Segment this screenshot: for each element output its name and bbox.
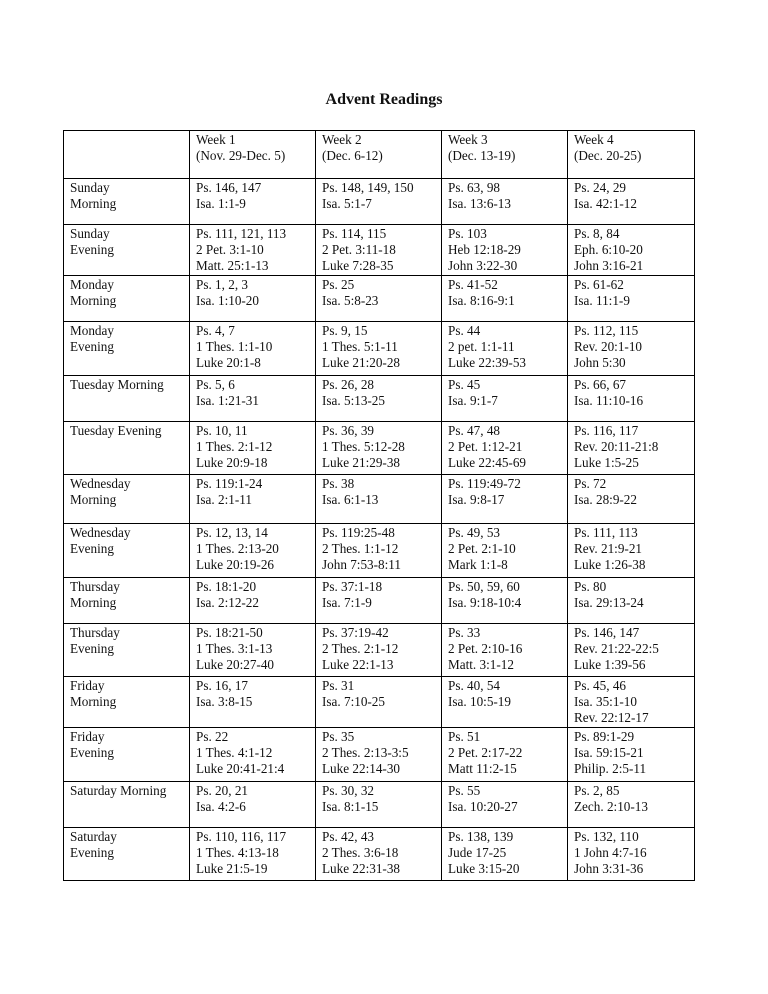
reading-cell (442, 475, 568, 524)
reading-line: Ps. 37:19-42 (322, 625, 389, 640)
reading-line: Isa. 5:13-25 (322, 393, 385, 408)
reading-cell (316, 225, 442, 276)
reading-line: Ps. 26, 28 (322, 377, 375, 392)
reading-line: 2 Thes. 2:13-3:5 (322, 745, 409, 760)
reading-line: Ps. 30, 32 (322, 783, 375, 798)
reading-line: Ps. 116, 117 (574, 423, 639, 438)
reading-line: Luke 22:39-53 (448, 355, 527, 370)
table-row (64, 828, 695, 881)
reading-line: Ps. 35 (322, 729, 355, 744)
reading-line: Isa. 10:5-19 (448, 694, 511, 709)
reading-cell (316, 322, 442, 376)
reading-line: Ps. 89:1-29 (574, 729, 635, 744)
reading-cell (568, 179, 695, 225)
reading-line: Ps. 51 (448, 729, 481, 744)
reading-cell (190, 624, 316, 677)
reading-line: Isa. 9:18-10:4 (448, 595, 522, 610)
row-label-line: Friday (70, 678, 105, 693)
reading-line: Luke 21:29-38 (322, 455, 401, 470)
reading-line: 2 Pet. 3:1-10 (196, 242, 264, 257)
reading-line: 1 Thes. 5:1-11 (322, 339, 398, 354)
row-label-line: Evening (70, 339, 114, 354)
reading-line: Ps. 10, 11 (196, 423, 248, 438)
table-row (64, 475, 695, 524)
reading-line: 2 Thes. 1:1-12 (322, 541, 399, 556)
row-label-line: Morning (70, 595, 117, 610)
reading-line: 1 Thes. 5:12-28 (322, 439, 405, 454)
row-label-line: Friday (70, 729, 105, 744)
reading-line: Zech. 2:10-13 (574, 799, 648, 814)
reading-line: Ps. 47, 48 (448, 423, 501, 438)
reading-line: Ps. 119:49-72 (448, 476, 521, 491)
row-label-line: Evening (70, 641, 114, 656)
reading-cell (316, 828, 442, 881)
reading-line: Luke 20:41-21:4 (196, 761, 285, 776)
row-label (64, 728, 190, 782)
reading-line: Ps. 4, 7 (196, 323, 235, 338)
reading-line: 2 Pet. 3:11-18 (322, 242, 396, 257)
row-label-line: Monday (70, 323, 114, 338)
reading-cell (442, 322, 568, 376)
reading-line: Luke 22:31-38 (322, 861, 401, 876)
reading-line: 1 Thes. 3:1-13 (196, 641, 273, 656)
reading-line: Luke 1:39-56 (574, 657, 646, 672)
reading-cell (316, 376, 442, 422)
table-row (64, 322, 695, 376)
reading-line: John 3:31-36 (574, 861, 644, 876)
reading-line: 2 Pet. 2:17-22 (448, 745, 523, 760)
reading-cell (442, 677, 568, 728)
reading-line: Luke 20:1-8 (196, 355, 261, 370)
reading-line: Matt. 25:1-13 (196, 258, 269, 273)
reading-line: 1 Thes. 2:13-20 (196, 541, 279, 556)
reading-cell (316, 276, 442, 322)
reading-line: Isa. 11:1-9 (574, 293, 630, 308)
reading-line: Ps. 16, 17 (196, 678, 249, 693)
reading-line: Eph. 6:10-20 (574, 242, 643, 257)
row-label (64, 225, 190, 276)
reading-line: Ps. 38 (322, 476, 355, 491)
reading-line: Ps. 148, 149, 150 (322, 180, 414, 195)
reading-cell (190, 422, 316, 475)
reading-line: 1 Thes. 4:13-18 (196, 845, 279, 860)
reading-line: Philip. 2:5-11 (574, 761, 647, 776)
reading-cell (190, 728, 316, 782)
row-label-line: Morning (70, 196, 117, 211)
reading-cell (442, 828, 568, 881)
reading-line: Ps. 2, 85 (574, 783, 620, 798)
row-label (64, 828, 190, 881)
week-label: Week 2 (322, 132, 362, 147)
reading-cell (190, 782, 316, 828)
reading-cell (568, 578, 695, 624)
reading-line: Ps. 9, 15 (322, 323, 368, 338)
row-label-line: Thursday (70, 579, 120, 594)
reading-line: Ps. 132, 110 (574, 829, 639, 844)
reading-cell (316, 524, 442, 578)
reading-line: Ps. 119:1-24 (196, 476, 263, 491)
reading-line: Isa. 11:10-16 (574, 393, 644, 408)
table-row (64, 225, 695, 276)
reading-cell (442, 376, 568, 422)
row-label-line: Morning (70, 492, 117, 507)
table-row (64, 179, 695, 225)
reading-line: Isa. 9:8-17 (448, 492, 505, 507)
reading-cell (442, 624, 568, 677)
reading-cell (568, 828, 695, 881)
reading-line: 2 Thes. 2:1-12 (322, 641, 399, 656)
reading-line: Ps. 45 (448, 377, 481, 392)
reading-line: Isa. 59:15-21 (574, 745, 644, 760)
reading-line: Luke 22:45-69 (448, 455, 527, 470)
reading-cell (190, 828, 316, 881)
row-label (64, 782, 190, 828)
reading-line: Isa. 7:1-9 (322, 595, 372, 610)
reading-line: 1 John 4:7-16 (574, 845, 647, 860)
reading-line: Mark 1:1-8 (448, 557, 508, 572)
reading-line: Rev. 20:11-21:8 (574, 439, 659, 454)
table-row (64, 276, 695, 322)
reading-line: Rev. 21:9-21 (574, 541, 643, 556)
row-label-line: Tuesday Evening (70, 423, 162, 438)
reading-line: Ps. 8, 84 (574, 226, 620, 241)
week-header-2 (316, 131, 442, 179)
readings-table (63, 130, 695, 881)
reading-line: Luke 3:15-20 (448, 861, 520, 876)
table-row (64, 376, 695, 422)
reading-line: Ps. 44 (448, 323, 481, 338)
reading-line: Ps. 146, 147 (196, 180, 262, 195)
reading-cell (190, 677, 316, 728)
reading-line: Ps. 31 (322, 678, 355, 693)
row-label (64, 422, 190, 475)
page-title: Advent Readings (325, 91, 443, 108)
reading-line: Luke 20:19-26 (196, 557, 275, 572)
reading-cell (568, 322, 695, 376)
reading-line: Ps. 114, 115 (322, 226, 387, 241)
reading-line: Rev. 20:1-10 (574, 339, 643, 354)
reading-cell (442, 728, 568, 782)
row-label-line: Evening (70, 541, 114, 556)
reading-cell (316, 782, 442, 828)
reading-line: Jude 17-25 (448, 845, 507, 860)
row-label-line: Wednesday (70, 476, 131, 491)
reading-cell (568, 782, 695, 828)
reading-cell (568, 422, 695, 475)
row-label (64, 322, 190, 376)
reading-line: Ps. 20, 21 (196, 783, 249, 798)
week-dates: (Dec. 6-12) (322, 148, 383, 163)
reading-line: Isa. 9:1-7 (448, 393, 498, 408)
reading-line: Isa. 5:1-7 (322, 196, 372, 211)
reading-line: Isa. 13:6-13 (448, 196, 511, 211)
reading-line: Luke 21:5-19 (196, 861, 268, 876)
reading-cell (442, 225, 568, 276)
row-label (64, 524, 190, 578)
table-body (64, 179, 695, 881)
reading-line: Luke 22:14-30 (322, 761, 401, 776)
reading-line: Ps. 119:25-48 (322, 525, 395, 540)
reading-line: 1 Thes. 2:1-12 (196, 439, 273, 454)
reading-cell (568, 475, 695, 524)
reading-line: Ps. 111, 113 (574, 525, 638, 540)
reading-line: Ps. 25 (322, 277, 355, 292)
reading-cell (442, 422, 568, 475)
table-row (64, 677, 695, 728)
reading-line: Isa. 35:1-10 (574, 694, 637, 709)
row-label (64, 677, 190, 728)
header-row (64, 131, 695, 179)
reading-line: Ps. 37:1-18 (322, 579, 383, 594)
reading-line: Ps. 24, 29 (574, 180, 627, 195)
reading-line: Ps. 66, 67 (574, 377, 627, 392)
reading-line: 2 Thes. 3:6-18 (322, 845, 399, 860)
row-label-line: Evening (70, 242, 114, 257)
reading-line: Ps. 112, 115 (574, 323, 639, 338)
reading-line: Ps. 36, 39 (322, 423, 375, 438)
reading-line: Isa. 2:1-11 (196, 492, 252, 507)
row-label-line: Saturday (70, 829, 117, 844)
reading-line: Isa. 10:20-27 (448, 799, 518, 814)
row-label-line: Evening (70, 845, 114, 860)
table-row (64, 578, 695, 624)
reading-line: Ps. 40, 54 (448, 678, 501, 693)
reading-cell (316, 624, 442, 677)
table-header (64, 131, 695, 179)
table-row (64, 624, 695, 677)
reading-line: Ps. 50, 59, 60 (448, 579, 520, 594)
reading-line: Isa. 3:8-15 (196, 694, 253, 709)
table-row (64, 524, 695, 578)
week-header-3 (442, 131, 568, 179)
reading-line: John 7:53-8:11 (322, 557, 402, 572)
reading-line: Ps. 63, 98 (448, 180, 501, 195)
reading-line: Ps. 49, 53 (448, 525, 501, 540)
row-label (64, 578, 190, 624)
reading-line: 1 Thes. 1:1-10 (196, 339, 273, 354)
reading-cell (190, 524, 316, 578)
reading-line: 2 Pet. 2:1-10 (448, 541, 516, 556)
row-label-line: Morning (70, 694, 117, 709)
row-label-line: Monday (70, 277, 114, 292)
reading-line: Ps. 55 (448, 783, 481, 798)
reading-line: Luke 20:9-18 (196, 455, 268, 470)
reading-line: Ps. 111, 121, 113 (196, 226, 287, 241)
reading-line: Ps. 110, 116, 117 (196, 829, 287, 844)
reading-cell (568, 524, 695, 578)
reading-cell (568, 376, 695, 422)
reading-line: 2 pet. 1:1-11 (448, 339, 515, 354)
reading-line: Heb 12:18-29 (448, 242, 521, 257)
reading-line: 2 Pet. 2:10-16 (448, 641, 523, 656)
reading-line: Ps. 138, 139 (448, 829, 514, 844)
week-dates: (Dec. 20-25) (574, 148, 642, 163)
reading-cell (442, 578, 568, 624)
reading-line: Luke 1:26-38 (574, 557, 646, 572)
reading-line: Ps. 18:1-20 (196, 579, 257, 594)
reading-cell (316, 677, 442, 728)
week-label: Week 3 (448, 132, 488, 147)
reading-line: Ps. 33 (448, 625, 481, 640)
reading-line: 1 Thes. 4:1-12 (196, 745, 273, 760)
reading-line: Isa. 8:16-9:1 (448, 293, 515, 308)
reading-line: Isa. 1:1-9 (196, 196, 246, 211)
reading-line: John 5:30 (574, 355, 626, 370)
table-row (64, 728, 695, 782)
row-label-line: Sunday (70, 226, 110, 241)
reading-line: 2 Pet. 1:12-21 (448, 439, 523, 454)
row-label-line: Thursday (70, 625, 120, 640)
reading-line: John 3:16-21 (574, 258, 644, 273)
reading-line: Ps. 80 (574, 579, 607, 594)
corner-cell (64, 131, 190, 179)
reading-cell (316, 179, 442, 225)
reading-line: Matt. 3:1-12 (448, 657, 514, 672)
reading-cell (190, 322, 316, 376)
reading-line: Ps. 61-62 (574, 277, 624, 292)
reading-line: Luke 7:28-35 (322, 258, 394, 273)
reading-cell (568, 728, 695, 782)
reading-line: Luke 22:1-13 (322, 657, 394, 672)
reading-line: Isa. 28:9-22 (574, 492, 637, 507)
reading-cell (190, 578, 316, 624)
reading-cell (316, 578, 442, 624)
table-row (64, 422, 695, 475)
reading-line: Isa. 1:10-20 (196, 293, 259, 308)
reading-line: Isa. 7:10-25 (322, 694, 385, 709)
reading-cell (442, 179, 568, 225)
reading-cell (190, 179, 316, 225)
row-label-line: Evening (70, 745, 114, 760)
reading-line: Isa. 29:13-24 (574, 595, 644, 610)
reading-cell (316, 422, 442, 475)
reading-line: Ps. 41-52 (448, 277, 498, 292)
reading-line: Matt 11:2-15 (448, 761, 517, 776)
reading-cell (442, 276, 568, 322)
week-label: Week 4 (574, 132, 614, 147)
reading-cell (568, 276, 695, 322)
reading-line: Ps. 5, 6 (196, 377, 235, 392)
row-label-line: Tuesday Morning (70, 377, 164, 392)
row-label (64, 376, 190, 422)
reading-cell (190, 376, 316, 422)
reading-line: Luke 1:5-25 (574, 455, 639, 470)
reading-line: Ps. 146, 147 (574, 625, 640, 640)
reading-line: Isa. 5:8-23 (322, 293, 379, 308)
reading-line: Ps. 45, 46 (574, 678, 627, 693)
row-label-line: Saturday Morning (70, 783, 167, 798)
reading-line: Isa. 2:12-22 (196, 595, 259, 610)
reading-cell (190, 225, 316, 276)
week-header-4 (568, 131, 695, 179)
week-dates: (Dec. 13-19) (448, 148, 516, 163)
reading-cell (316, 475, 442, 524)
row-label-line: Sunday (70, 180, 110, 195)
row-label (64, 475, 190, 524)
reading-cell (316, 728, 442, 782)
reading-line: Ps. 12, 13, 14 (196, 525, 268, 540)
reading-line: Isa. 1:21-31 (196, 393, 259, 408)
reading-cell (190, 276, 316, 322)
reading-line: Ps. 1, 2, 3 (196, 277, 249, 292)
reading-line: Ps. 103 (448, 226, 487, 241)
reading-line: Ps. 22 (196, 729, 229, 744)
week-header-1 (190, 131, 316, 179)
week-label: Week 1 (196, 132, 236, 147)
reading-cell (568, 677, 695, 728)
reading-line: John 3:22-30 (448, 258, 518, 273)
reading-line: Isa. 42:1-12 (574, 196, 637, 211)
row-label-line: Wednesday (70, 525, 131, 540)
reading-line: Ps. 18:21-50 (196, 625, 263, 640)
table-row (64, 782, 695, 828)
reading-line: Ps. 72 (574, 476, 607, 491)
reading-line: Luke 21:20-28 (322, 355, 401, 370)
week-dates: (Nov. 29-Dec. 5) (196, 148, 286, 163)
reading-cell (568, 624, 695, 677)
reading-cell (442, 524, 568, 578)
reading-line: Rev. 21:22-22:5 (574, 641, 659, 656)
reading-cell (442, 782, 568, 828)
row-label (64, 624, 190, 677)
reading-line: Ps. 42, 43 (322, 829, 375, 844)
row-label (64, 179, 190, 225)
reading-line: Isa. 6:1-13 (322, 492, 379, 507)
reading-line: Rev. 22:12-17 (574, 710, 649, 725)
reading-line: Isa. 8:1-15 (322, 799, 379, 814)
reading-cell (190, 475, 316, 524)
reading-line: Luke 20:27-40 (196, 657, 275, 672)
row-label-line: Morning (70, 293, 117, 308)
reading-line: Isa. 4:2-6 (196, 799, 246, 814)
row-label (64, 276, 190, 322)
reading-cell (568, 225, 695, 276)
